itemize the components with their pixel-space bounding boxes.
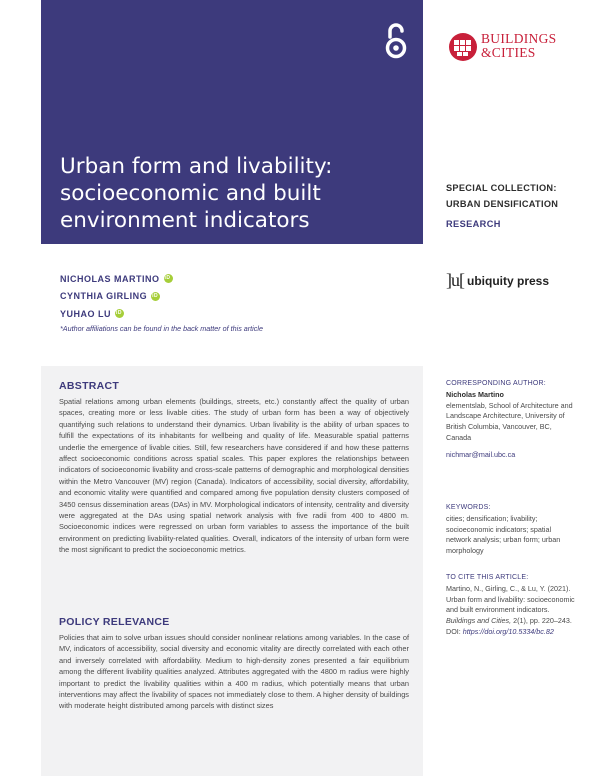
title-line-1: Urban form and livability: (60, 154, 333, 179)
journal-name-line1: BUILDINGS (481, 31, 557, 46)
open-access-icon (384, 22, 408, 60)
orcid-icon[interactable] (115, 309, 124, 318)
cite-doi-link[interactable]: https://doi.org/10.5334/bc.82 (462, 626, 554, 636)
corresponding-author (446, 379, 576, 461)
cite-label: TO CITE THIS ARTICLE: (446, 574, 529, 581)
author-item (60, 288, 173, 306)
publisher-logo (446, 270, 549, 291)
author-name: YUHAO LU (60, 308, 111, 319)
policy-heading: POLICY RELEVANCE (59, 616, 170, 628)
author-name: CYNTHIA GIRLING (60, 291, 148, 302)
publisher-name: ubiquity press (467, 273, 550, 288)
collection-line2: URBAN DENSIFICATION (446, 198, 559, 209)
orcid-icon[interactable] (151, 292, 160, 301)
author-item (60, 270, 173, 288)
title-line-2: socioeconomic and built (60, 181, 321, 206)
keywords (446, 503, 576, 557)
author-name: NICHOLAS MARTINO (60, 273, 160, 284)
author-item (60, 305, 173, 323)
citation (446, 573, 576, 638)
journal-name (481, 32, 556, 60)
publisher-mark: ]u[ (446, 270, 464, 290)
corresponding-name: Nicholas Martino (446, 389, 504, 399)
keywords-label: KEYWORDS: (446, 504, 491, 511)
special-collection (446, 181, 558, 212)
globe-icon (447, 31, 479, 63)
cite-volume: 2(1), pp. 220–243. DOI: (446, 616, 572, 636)
policy-text: Policies that aim to solve urban issues should consider nonlinear relations among variables. In the case of MV, indicators of accessibility, social diversity and economic vitality are directly correlated with each other and inversely correlated with affordability. Medium to high-density zones presented a fair equilibrium among the different livability qualities analyzed. Attributes aggregated with the 4800 m radius were highly important to predict the livability qualities within a 400 m radius, which potentially means that urban interventions may affect the livability of spaces not immediately close to them. A higher density of buildings with moderate height distributed among parcels with distinct sizes (59, 633, 409, 711)
journal-name-line2: &CITIES (481, 45, 536, 60)
cite-journal: Buildings and Cities, (446, 616, 512, 626)
affiliation-note: *Author affiliations can be found in the back matter of this article (60, 324, 263, 333)
article-title (60, 153, 400, 234)
keywords-text: cities; densification; livability; socioeconomic indicators; spatial network analysis; urban form; urban morphology (446, 513, 561, 556)
abstract-text: Spatial relations among urban elements (buildings, streets, etc.) constantly affect the quality of urban spaces, creating more or less livable cities. The study of urban form has been a way of objectively quantifying such relations to understand their dynamics. Urban livability is the ability of urban spaces to fulfill the expectations of its inhabitants for wellbeing and quality of life. Measurable spatial patterns underlie the emergence of livable cities. Still, few researchers have considered if and how these patterns affect socioeconomic conditions across spatial scales. This paper explores the relationships between indicators of socioeconomic livability and cross-scale patterns of demographic and morphological densities within the Metro Vancouver (MV) region (Canada). Indicators of accessibility, social diversity, affordability, and economic vitality were quantified and compared among five population density clusters composed of 3450 census dissemination areas (DAs) in MV. Morphological indicators of intensity, centrality and diversity were aggregated at the DAs using spatial network analysis with five radii from 400 to 4800 m. Socioeconomic indices were regressed on urban form variables to assess the importance of the built environment on predicting livability-related qualities. Overall, indicators of the intensity of urban form were the most significant to predict the socioeconomic metrics. (59, 397, 409, 555)
corresponding-label: CORRESPONDING AUTHOR: (446, 380, 546, 387)
collection-line1: SPECIAL COLLECTION: (446, 183, 557, 193)
corresponding-email[interactable]: nichmar@mail.ubc.ca (446, 449, 516, 459)
abstract-heading: ABSTRACT (59, 380, 120, 392)
journal-logo (447, 30, 567, 66)
article-type: RESEARCH (446, 219, 501, 229)
orcid-icon[interactable] (164, 274, 173, 283)
author-list (60, 270, 173, 323)
cite-text: Martino, N., Girling, C., & Lu, Y. (2021). Urban form and livability: socioeconomic and built environment indicators. (446, 583, 575, 615)
corresponding-address: elementslab, School of Architecture and Landscape Architecture, University of British Columbia, Vancouver, BC, Canada (446, 400, 573, 442)
title-line-3: environment indicators (60, 208, 310, 233)
